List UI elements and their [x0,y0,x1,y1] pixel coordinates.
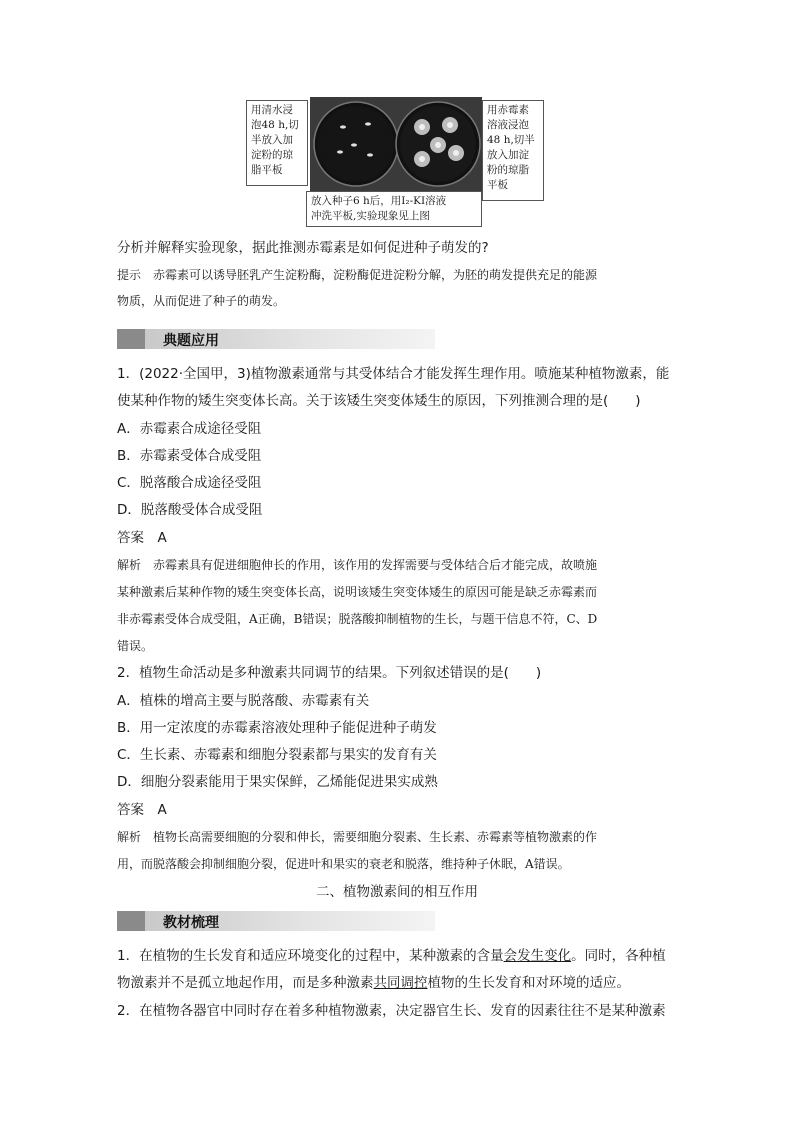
paragraph-text: 1．在植物的生长发育和适应环境变化的过程中，某种激素的含量 [117,948,504,964]
paragraph-text: 植物的生长发育和对环境的适应。 [427,975,630,991]
hint-line-1: 提示 赤霉素可以诱导胚乳产生淀粉酶，淀粉酶促进淀粉分解，为胚的萌发提供充足的能源 [117,268,598,282]
left-figure-label [246,100,308,186]
paragraph-text: 。同时，各种植 [571,948,666,964]
right-label-line: 溶液浸泡 [487,119,529,131]
hint-line-2: 物质，从而促进了种子的萌发。 [117,294,286,308]
q2-explanation-line-1: 解析 植物长高需要细胞的分裂和伸长，需要细胞分裂素、生长素、赤霉素等植物激素的作 [117,830,598,844]
q2-option-b: B．用一定浓度的赤霉素溶液处理种子能促进种子萌发 [117,720,437,736]
subheading: 二、植物激素间的相互作用 [316,884,478,900]
bottom-label-line: 冲洗平板,实验现象见上图 [311,210,430,222]
q1-option-b: B．赤霉素受体合成受阻 [117,448,262,464]
section-title: 典题应用 [163,333,219,349]
question-text: 分析并解释实验现象，据此推测赤霉素是如何促进种子萌发的? [117,240,489,256]
right-label-line: 粉的琼脂 [487,164,529,176]
q1-stem-line-1: 1．(2022·全国甲，3)植物激素通常与其受体结合才能发挥生理作用。喷施某种植物激素，能 [117,366,670,382]
q1-option-c: C．脱落酸合成途径受阻 [117,475,262,491]
q1-answer: 答案 A [117,530,167,546]
q2-stem: 2．植物生命活动是多种激素共同调节的结果。下列叙述错误的是( ) [117,665,542,681]
q1-option-a: A．赤霉素合成途径受阻 [117,421,262,437]
left-label-line: 半放入加 [251,134,293,146]
bottom-label-line: 放入种子6 h后，用I₂-KI溶液 [311,195,447,207]
q1-option-d: D．脱落酸受体合成受阻 [117,502,263,518]
underlined-answer: 共同调控 [373,975,428,991]
left-label-line: 用清水浸 [251,104,293,116]
right-label-line: 平板 [487,179,508,191]
q2-answer: 答案 A [117,802,167,818]
q2-option-a: A．植株的增高主要与脱落酸、赤霉素有关 [117,693,370,709]
q1-explanation-line-3: 非赤霉素受体合成受阻，A正确，B错误；脱落酸抑制植物的生长，与题干信息不符，C、D [117,612,598,626]
q2-explanation-line-2: 用，而脱落酸会抑制细胞分裂，促进叶和果实的衰老和脱落，维持种子休眠，A错误。 [117,857,570,871]
q2-option-d: D．细胞分裂素能用于果实保鲜，乙烯能促进果实成熟 [117,774,438,790]
underlined-answer: 会发生变化 [503,948,572,964]
right-figure-label [482,100,544,201]
bottom-figure-label [306,191,482,227]
left-label-line: 脂平板 [251,164,283,176]
right-label-line: 放入加淀 [487,149,529,161]
q1-explanation-line-4: 错误。 [117,639,154,653]
left-label-line: 泡48 h,切 [251,119,299,131]
paragraph-1-line-1 [117,946,666,966]
paragraph-text: 物激素并不是孤立地起作用，而是多种激素 [117,975,374,991]
left-label-line: 淀粉的琼 [251,149,293,161]
right-label-line: 用赤霉素 [487,104,529,116]
q1-explanation-line-2: 某种激素后某种作物的矮生突变体长高，说明该矮生突变体矮生的原因可能是缺乏赤霉素而 [117,585,598,599]
petri-dish-photo [310,97,482,191]
experiment-figure [246,97,546,225]
section-banner-typical-application [117,329,435,349]
section-title: 教材梳理 [163,915,219,931]
paragraph-2-line-1: 2．在植物各器官中同时存在着多种植物激素，决定器官生长、发育的因素往往不是某种激素 [117,1003,666,1019]
paragraph-1-line-2 [117,973,630,993]
q1-stem-line-2: 使某种作物的矮生突变体长高。关于该矮生突变体矮生的原因，下列推测合理的是( ) [117,393,641,409]
section-banner-textbook-review [117,911,435,931]
petri-dishes-image [310,97,482,191]
q2-option-c: C．生长素、赤霉素和细胞分裂素都与果实的发育有关 [117,747,437,763]
right-label-line: 48 h,切半 [487,134,535,146]
q1-explanation-line-1: 解析 赤霉素具有促进细胞伸长的作用，该作用的发挥需要与受体结合后才能完成，故喷施 [117,558,598,572]
